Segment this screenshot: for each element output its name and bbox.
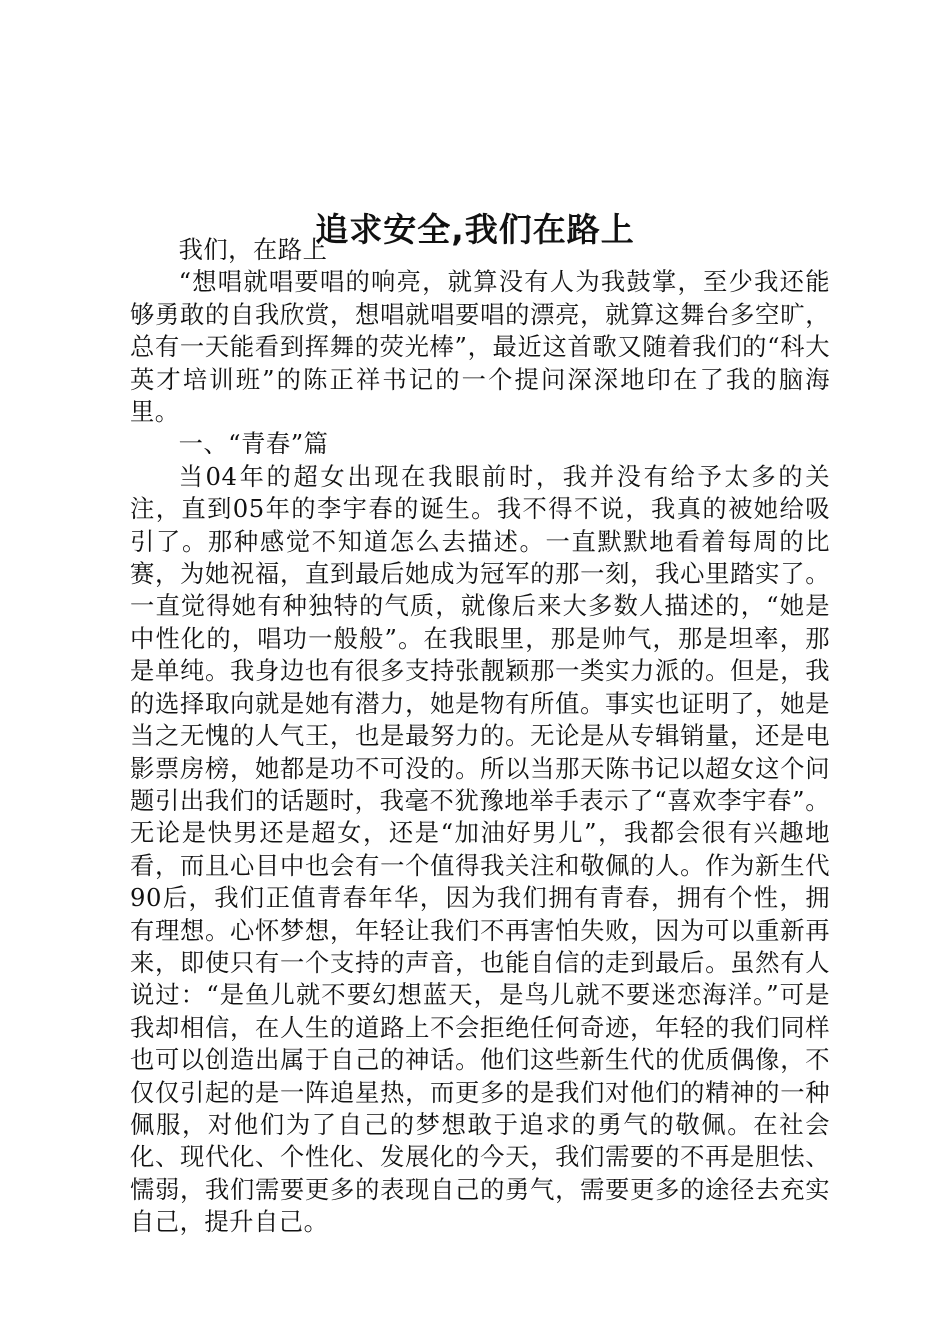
document-title: 追求安全,我们在路上 bbox=[315, 210, 635, 250]
paragraph-subtitle: 我们，在路上 bbox=[178, 235, 328, 264]
paragraph-intro: “想唱就唱要唱的响亮，就算没有人为我鼓掌，至少我还能够勇敢的自我欣赏，想唱就唱要唱的漂亮，就算这舞台多空旷，总有一天能看到挥舞的荧光棒”，最近这首歌又随着我们的“科大英才培训班”的陈正祥书记的一个提问深深地印在了我的脑海里。 bbox=[130, 267, 830, 427]
paragraph-youth: 当04年的超女出现在我眼前时，我并没有给予太多的关注，直到05年的李宇春的诞生。我不得不说，我真的被她给吸引了。那种感觉不知道怎么去描述。一直默默地看着每周的比赛，为她祝福，直到最后她成为冠军的那一刻，我心里踏实了。一直觉得她有种独特的气质，就像后来大多数人描述的，“她是中性化的，唱功一般般”。在我眼里，那是帅气，那是坦率，那是单纯。我身边也有很多支持张靓颖那一类实力派的。但是，我的选择取向就是她有潜力，她是物有所值。事实也证明了，她是当之无愧的人气王，也是最努力的。无论是从专辑销量，还是电影票房榜，她都是功不可没的。所以当那天陈书记以超女这个问题引出我们的话题时，我毫不犹豫地举手表示了“喜欢李宇春”。无论是快男还是超女，还是“加油好男儿”，我都会很有兴趣地看，而且心目中也会有一个值得我关注和敬佩的人。作为新生代90后，我们正值青春年华，因为我们拥有青春，拥有个性，拥有理想。心怀梦想，年轻让我们不再害怕失败，因为可以重新再来，即使只有一个支持的声音，也能自信的走到最后。虽然有人说过：“是鱼儿就不要幻想蓝天，是鸟儿就不要迷恋海洋。”可是我却相信，在人生的道路上不会拒绝任何奇迹，年轻的我们同样也可以创造出属于自己的神话。他们这些新生代的优质偶像，不仅仅引起的是一阵追星热，而更多的是我们对他们的精神的一种佩服，对他们为了自己的梦想敢于追求的勇气的敬佩。在社会化、现代化、个性化、发展化的今天，我们需要的不再是胆怯、懦弱，我们需要更多的表现自己的勇气，需要更多的途径去充实自己，提升自己。 bbox=[130, 461, 830, 1237]
document-body bbox=[130, 234, 830, 1239]
section-heading: 一、“青春”篇 bbox=[178, 429, 329, 459]
